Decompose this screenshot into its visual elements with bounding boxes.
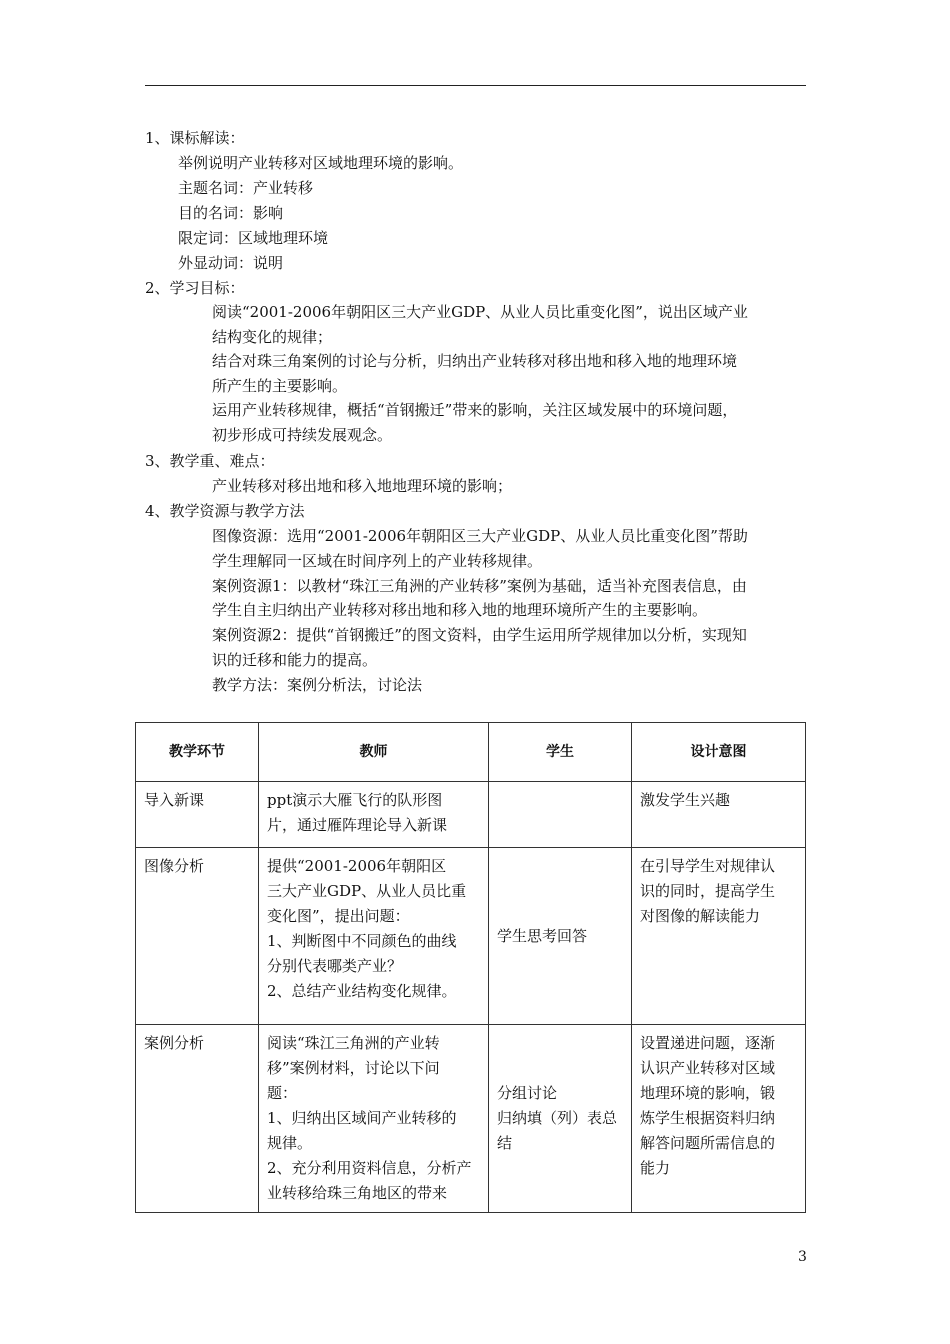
table-row	[136, 848, 806, 1025]
intent-cell: 在引导学生对规律认 识的同时，提高学生 对图像的解读能力	[632, 848, 806, 1025]
section-heading: 4、教学资源与教学方法	[145, 502, 305, 520]
header-teacher: 教师	[259, 723, 489, 782]
text-line: 教学方法：案例分析法，讨论法	[212, 676, 423, 694]
text-line: 初步形成可持续发展观念。	[212, 426, 393, 444]
text-line: 学生自主归纳出产业转移对移出地和移入地的地理环境所产生的主要影响。	[212, 601, 708, 619]
student-cell	[489, 782, 632, 848]
student-cell: 学生思考回答	[489, 848, 632, 1025]
lesson-plan-table	[135, 722, 806, 1213]
intent-cell: 激发学生兴趣	[632, 782, 806, 848]
text-line: 结合对珠三角案例的讨论与分析，归纳出产业转移对移出地和移入地的地理环境	[212, 352, 738, 370]
text-line: 结构变化的规律；	[212, 328, 333, 346]
table-header-row	[136, 723, 806, 782]
text-line: 外显动词：说明	[178, 254, 284, 272]
header-rule	[145, 85, 806, 86]
intent-cell: 设置递进问题，逐渐 认识产业转移对区域 地理环境的影响，锻 炼学生根据资料归纳 解答问题所需信息的 能力	[632, 1025, 806, 1213]
teacher-cell: ppt演示大雁飞行的队形图 片，通过雁阵理论导入新课	[259, 782, 489, 848]
section-heading: 2、学习目标：	[145, 279, 245, 297]
table-row	[136, 782, 806, 848]
text-line: 阅读“2001-2006年朝阳区三大产业GDP、从业人员比重变化图”，说出区域产业	[212, 303, 748, 321]
text-line: 案例资源1：以教材“珠江三角洲的产业转移”案例为基础，适当补充图表信息，由	[212, 577, 747, 595]
text-line: 目的名词：影响	[178, 204, 284, 222]
text-line: 图像资源：选用“2001-2006年朝阳区三大产业GDP、从业人员比重变化图”帮助	[212, 527, 748, 545]
text-line: 主题名词：产业转移	[178, 179, 314, 197]
text-line: 运用产业转移规律，概括“首钢搬迁”带来的影响，关注区域发展中的环境问题，	[212, 401, 738, 419]
header-student: 学生	[489, 723, 632, 782]
page-number: 3	[798, 1249, 807, 1265]
text-line: 限定词：区域地理环境	[178, 229, 329, 247]
section-heading: 1、课标解读：	[145, 129, 245, 147]
student-cell: 分组讨论 归纳填（列）表总 结	[489, 1025, 632, 1213]
header-intent: 设计意图	[632, 723, 806, 782]
header-stage: 教学环节	[136, 723, 259, 782]
table-row	[136, 1025, 806, 1213]
stage-cell: 导入新课	[136, 782, 259, 848]
stage-cell: 案例分析	[136, 1025, 259, 1213]
text-line: 案例资源2：提供“首钢搬迁”的图文资料，由学生运用所学规律加以分析，实现知	[212, 626, 747, 644]
text-line: 举例说明产业转移对区域地理环境的影响。	[178, 154, 464, 172]
text-line: 识的迁移和能力的提高。	[212, 651, 378, 669]
text-line: 所产生的主要影响。	[212, 377, 348, 395]
text-line: 产业转移对移出地和移入地地理环境的影响；	[212, 477, 513, 495]
section-heading: 3、教学重、难点：	[145, 452, 275, 470]
text-line: 学生理解同一区域在时间序列上的产业转移规律。	[212, 552, 543, 570]
teacher-cell: 阅读“珠江三角洲的产业转 移”案例材料，讨论以下问 题： 1、归纳出区域间产业转移的 规律。 2、充分利用资料信息，分析产 业转移给珠三角地区的带来	[259, 1025, 489, 1213]
teacher-cell: 提供“2001-2006年朝阳区 三大产业GDP、从业人员比重 变化图”，提出问题： 1、判断图中不同颜色的曲线 分别代表哪类产业？ 2、总结产业结构变化规律。	[259, 848, 489, 1025]
stage-cell: 图像分析	[136, 848, 259, 1025]
